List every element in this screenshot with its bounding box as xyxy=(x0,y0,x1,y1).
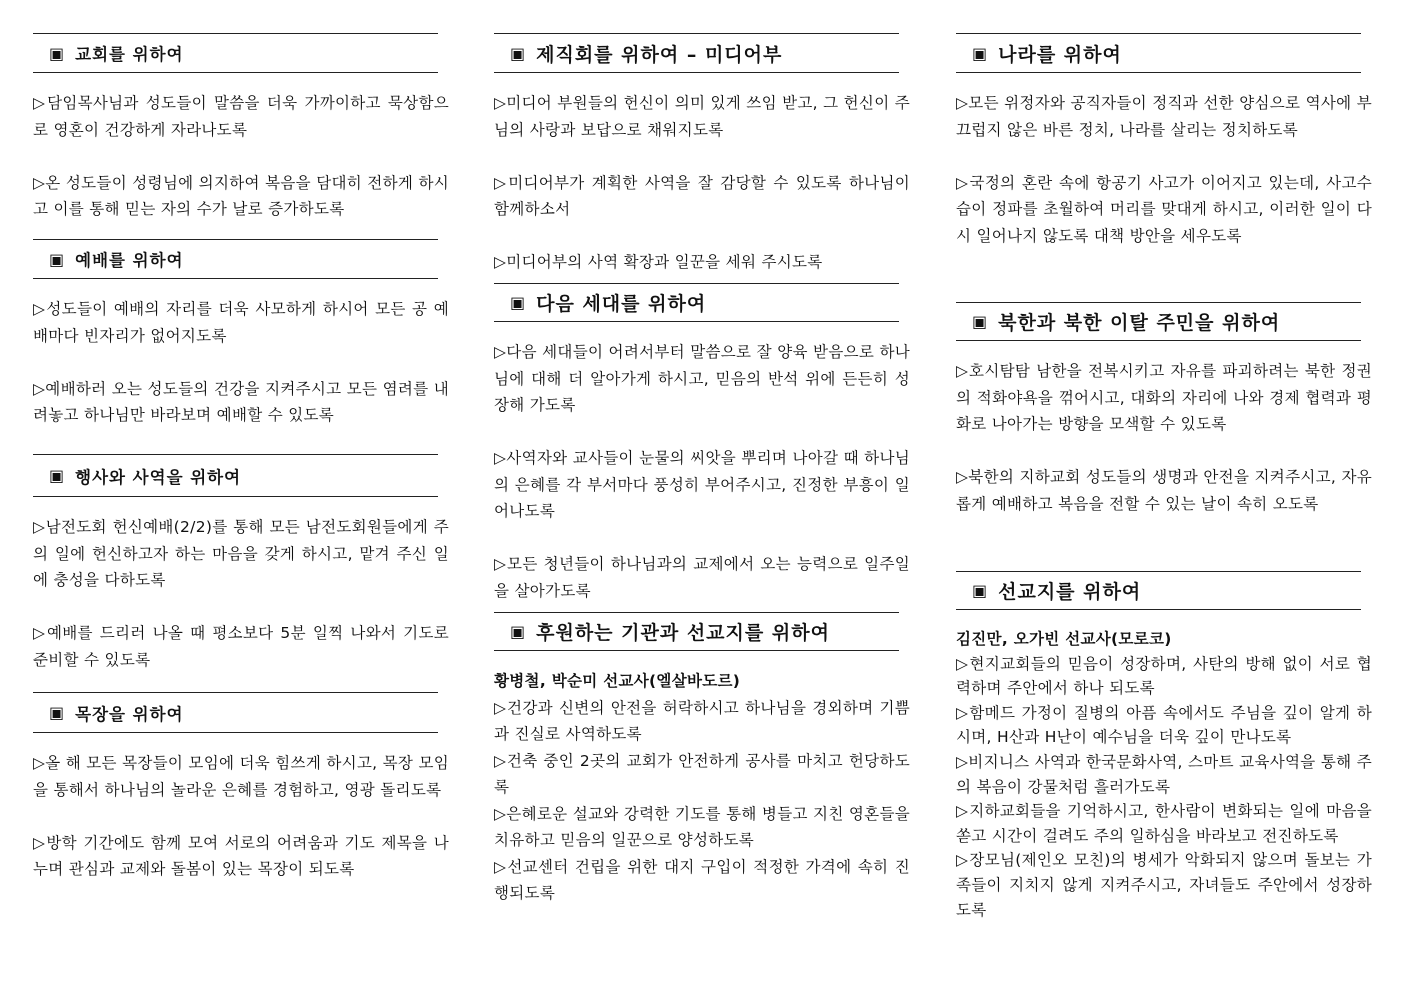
section-header xyxy=(956,33,1361,73)
square-bullet-icon: ▣ xyxy=(49,703,66,722)
section-header xyxy=(494,283,899,322)
prayer-item: ▷담임목사님과 성도들이 말씀을 더욱 가까이하고 묵상함으로 영혼이 건강하게 자라나도록 xyxy=(33,94,449,139)
prayer-section xyxy=(494,33,910,302)
prayer-item: ▷사역자와 교사들이 눈물의 씨앗을 뿌리며 나아갈 때 하나님의 은혜를 각 부서마다 풍성히 부어주시고, 진정한 부흥이 일어나도록 xyxy=(494,449,910,520)
prayer-item: ▷장모님(제인오 모친)의 병세가 악화되지 않으며 돌보는 가족들이 지치지 않게 지켜주시고, 자녀들도 주안에서 성장하도록 xyxy=(956,851,1372,919)
section-header xyxy=(956,302,1361,341)
prayer-item: ▷미디어부가 계획한 사역을 잘 감당할 수 있도록 하나님이 함께하소서 xyxy=(494,173,910,218)
prayer-item: ▷호시탐탐 남한을 전복시키고 자유를 파괴하려는 북한 정권의 적화야욕을 꺾어시고, 대화의 자리에 나와 경제 협력과 평화로 나아가는 방향을 모색할 수 있도록 xyxy=(956,362,1372,433)
prayer-item: ▷예배를 드리러 나올 때 평소보다 5분 일찍 나와서 기도로 준비할 수 있도록 xyxy=(33,624,449,669)
missionary-name: 황병철, 박순미 선교사(엘살바도르) xyxy=(494,672,741,690)
square-bullet-icon: ▣ xyxy=(510,293,527,312)
section-body xyxy=(494,90,910,276)
section-header xyxy=(33,33,438,73)
prayer-section xyxy=(956,302,1372,544)
prayer-item: ▷북한의 지하교회 성도들의 생명과 안전을 지켜주시고, 자유롭게 예배하고 복음을 전할 수 있는 날이 속히 오도록 xyxy=(956,468,1372,513)
prayer-item: ▷성도들이 예배의 자리를 더욱 사모하게 하시어 모든 공 예배마다 빈자리가 없어지도록 xyxy=(33,300,449,345)
prayer-item: ▷미디어 부원들의 헌신이 의미 있게 쓰임 받고, 그 헌신이 주님의 사랑과 보답으로 채워지도록 xyxy=(494,94,910,139)
section-body xyxy=(33,296,449,429)
section-body xyxy=(33,750,449,883)
prayer-item: ▷비지니스 사역과 한국문화사역, 스마트 교육사역을 통해 주의 복음이 강물처럼 흘러가도록 xyxy=(956,752,1372,796)
prayer-item: ▷국정의 혼란 속에 항공기 사고가 이어지고 있는데, 사고수습이 정파를 초월하여 머리를 맞대게 하시고, 이러한 일이 다시 일어나지 않도록 대책 방안을 세우도록 xyxy=(956,173,1372,245)
square-bullet-icon: ▣ xyxy=(510,43,527,63)
square-bullet-icon: ▣ xyxy=(49,466,66,485)
section-body xyxy=(33,514,449,673)
section-header xyxy=(494,33,899,73)
prayer-section xyxy=(33,454,449,700)
prayer-item: ▷방학 기간에도 함께 모여 서로의 어려움과 기도 제목을 나누며 관심과 교제와 돌봄이 있는 목장이 되도록 xyxy=(33,833,449,878)
prayer-section xyxy=(33,33,449,249)
prayer-item: ▷은혜로운 설교와 강력한 기도를 통해 병들고 지친 영혼들을 치유하고 믿음의 일꾼으로 양성하도록 xyxy=(494,804,910,849)
prayer-item: ▷선교센터 건립을 위한 대지 구입이 적정한 가격에 속히 진행되도록 xyxy=(494,857,910,902)
section-title: 다음 세대를 위하여 xyxy=(536,293,707,315)
section-header xyxy=(33,692,438,733)
section-body xyxy=(494,339,910,604)
square-bullet-icon: ▣ xyxy=(972,581,989,600)
prayer-item: ▷지하교회들을 기억하시고, 한사람이 변화되는 일에 마음을 쏟고 시간이 걸려도 주의 일하심을 바라보고 전진하도록 xyxy=(956,802,1372,845)
prayer-item: ▷예배하러 오는 성도들의 건강을 지켜주시고 모든 염려를 내려놓고 하나님만 바라보며 예배할 수 있도록 xyxy=(33,379,449,424)
section-header xyxy=(494,612,899,651)
section-title: 교회를 위하여 xyxy=(75,45,184,64)
square-bullet-icon: ▣ xyxy=(49,43,66,63)
prayer-item: ▷온 성도들이 성령님에 의지하여 복음을 담대히 전하게 하시고 이를 통해 믿는 자의 수가 날로 증가하도록 xyxy=(33,173,449,218)
section-body xyxy=(956,90,1372,249)
section-title: 예배를 위하여 xyxy=(75,251,184,270)
prayer-section xyxy=(33,692,449,909)
square-bullet-icon: ▣ xyxy=(49,249,66,269)
prayer-item: ▷다음 세대들이 어려서부터 말씀으로 잘 양육 받음으로 하나님에 대해 더 알아가게 하시고, 믿음의 반석 위에 든든히 성장해 가도록 xyxy=(494,343,910,414)
prayer-section xyxy=(956,571,1372,922)
section-body xyxy=(956,627,1372,922)
section-body xyxy=(494,668,910,907)
section-header xyxy=(33,454,438,497)
prayer-item: ▷모든 청년들이 하나님과의 교제에서 오는 능력으로 일주일을 살아가도록 xyxy=(494,555,910,600)
prayer-item: ▷미디어부의 사역 확장과 일꾼을 세워 주시도록 xyxy=(494,253,823,271)
prayer-item: ▷모든 위정자와 공직자들이 정직과 선한 양심으로 역사에 부끄럽지 않은 바른 정치, 나라를 살리는 정치하도록 xyxy=(956,94,1372,139)
section-header xyxy=(956,571,1361,610)
prayer-item: ▷남전도회 헌신예배(2/2)를 통해 모든 남전도회원들에게 주의 일에 헌신하고자 하는 마음을 갖게 하시고, 맡겨 주신 일에 충성을 다하도록 xyxy=(33,518,449,589)
missionary-name: 김진만, 오가빈 선교사(모로코) xyxy=(956,630,1172,648)
prayer-section xyxy=(956,33,1372,276)
section-title: 제직회를 위하여 – 미디어부 xyxy=(536,43,783,66)
prayer-section xyxy=(33,239,449,455)
prayer-item: ▷함메드 가정이 질병의 아픔 속에서도 주님을 깊이 알게 하시며, H산과 H난이 예수님을 더욱 깊이 만나도록 xyxy=(956,703,1372,747)
square-bullet-icon: ▣ xyxy=(510,622,527,641)
section-title: 북한과 북한 이탈 주민을 위하여 xyxy=(998,312,1281,334)
prayer-section xyxy=(494,612,910,907)
section-title: 나라를 위하여 xyxy=(998,43,1122,66)
section-title: 선교지를 위하여 xyxy=(998,581,1142,603)
section-title: 목장을 위하여 xyxy=(75,704,184,724)
prayer-item: ▷건축 중인 2곳의 교회가 안전하게 공사를 마치고 헌당하도록 xyxy=(494,751,910,796)
section-body xyxy=(956,358,1372,517)
section-header xyxy=(33,239,438,279)
prayer-item: ▷현지교회들의 믿음이 성장하며, 사탄의 방해 없이 서로 협력하며 주안에서 하나 되도록 xyxy=(956,654,1372,698)
square-bullet-icon: ▣ xyxy=(972,43,989,63)
square-bullet-icon: ▣ xyxy=(972,312,989,331)
prayer-item: ▷건강과 신변의 안전을 허락하시고 하나님을 경외하며 기쁨과 진실로 사역하도록 xyxy=(494,698,910,743)
prayer-item: ▷올 해 모든 목장들이 모임에 더욱 힘쓰게 하시고, 목장 모임을 통해서 하나님의 놀라운 은혜를 경험하고, 영광 돌리도록 xyxy=(33,754,449,799)
section-title: 행사와 사역을 위하여 xyxy=(75,467,242,487)
section-body xyxy=(33,90,449,223)
prayer-section xyxy=(494,283,910,631)
section-title: 후원하는 기관과 선교지를 위하여 xyxy=(536,622,830,644)
